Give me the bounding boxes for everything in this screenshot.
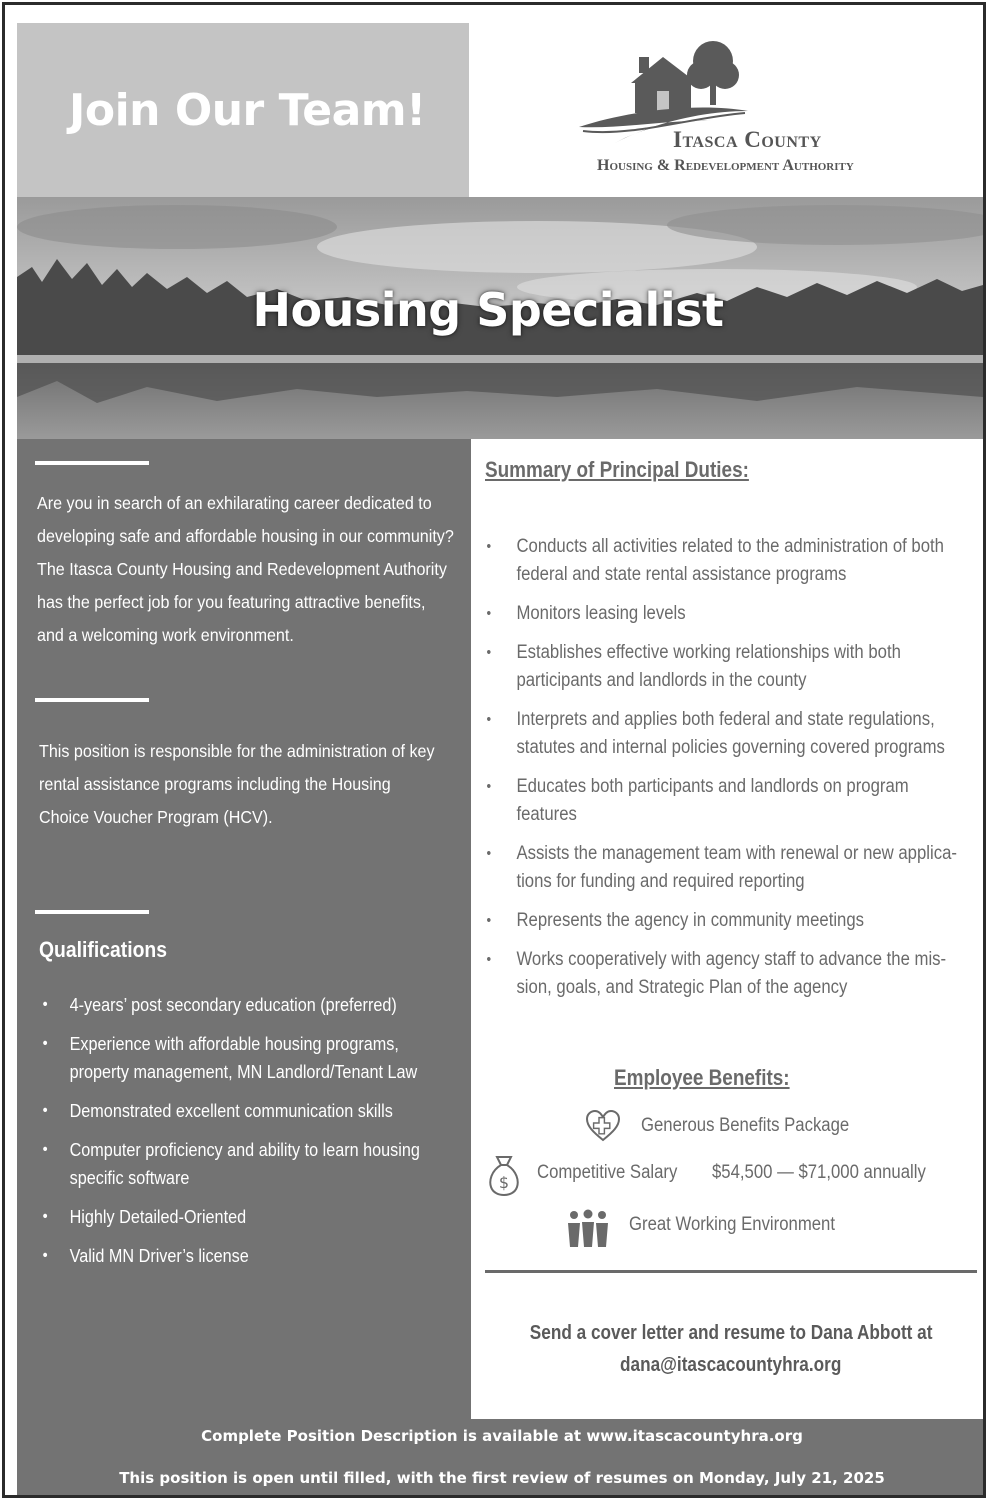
divider-line — [485, 1270, 977, 1273]
list-item: • Computer proficiency and ability to learn housing specific software — [39, 1136, 453, 1192]
responsibility-paragraph: This position is responsible for the administration of key rental assistance programs including the Housing Choice Voucher Program (HCV). — [39, 741, 435, 827]
divider-bar — [35, 461, 149, 465]
duties-list — [483, 533, 958, 1013]
list-item: • Monitors leasing levels — [483, 600, 958, 628]
list-item: • Valid MN Driver’s license — [39, 1242, 453, 1270]
divider-bar — [35, 698, 149, 702]
contact-line: Send a cover letter and resume to Dana Abbott at — [529, 1322, 933, 1344]
contact-email[interactable]: dana@itascacountyhra.org — [620, 1354, 842, 1376]
flyer — [2, 2, 986, 1498]
join-panel — [17, 23, 469, 197]
people-icon — [565, 1209, 611, 1249]
list-item: • 4-years’ post secondary education (preferred) — [39, 991, 453, 1019]
salary-range: $54,500 — $71,000 annually — [712, 1162, 926, 1183]
left-panel — [17, 439, 471, 1419]
list-item: • Interprets and applies both federal and state regulations, statutes and internal policies governing covered programs — [483, 706, 958, 762]
footer-deadline: This position is open until filled, with the first review of resumes on Monday, July 21, 2025 — [119, 1469, 885, 1487]
join-title: Join Our Team! — [69, 85, 426, 136]
duties-title: Summary of Principal Duties: — [485, 457, 749, 482]
svg-text:$: $ — [498, 1173, 510, 1192]
environment-label: Great Working Environment — [629, 1214, 835, 1235]
benefit-package-label: Generous Benefits Package — [641, 1115, 850, 1136]
list-item: • Assists the management team with renewal or new applica-tions for funding and required reporting — [483, 840, 958, 896]
qualifications-list — [39, 991, 453, 1281]
logo-name: Itasca County — [673, 127, 822, 152]
logo-subtitle: Housing & Redevelopment Authority — [597, 157, 854, 174]
money-bag-icon — [487, 1153, 521, 1197]
footer-description-link: Complete Position Description is available at www.itascacountyhra.org — [201, 1427, 803, 1445]
contact-block — [485, 1317, 977, 1381]
footer — [17, 1419, 986, 1498]
lake-banner — [17, 197, 983, 439]
list-item: • Highly Detailed-Oriented — [39, 1203, 453, 1231]
list-item: • Conducts all activities related to the administration of both federal and state rental assistance programs — [483, 533, 958, 589]
list-item: • Works cooperatively with agency staff to advance the mis-sion, goals, and Strategic Plan of the agency — [483, 946, 958, 1002]
salary-label: Competitive Salary — [537, 1162, 678, 1183]
list-item: • Educates both participants and landlords on program features — [483, 773, 958, 829]
intro-paragraph: Are you in search of an exhilarating career dedicated to developing safe and affordable housing in our community? The Itasca County Housing and Redevelopment Authority has the perfect job for you featuring attractive benefits, and a welcoming work environment. — [37, 493, 454, 645]
list-item: • Represents the agency in community meetings — [483, 907, 958, 935]
benefits-title: Employee Benefits: — [614, 1065, 790, 1090]
heart-plus-icon — [585, 1109, 621, 1143]
list-item: • Experience with affordable housing programs, property management, MN Landlord/Tenant Law — [39, 1030, 453, 1086]
qualifications-title: Qualifications — [39, 937, 168, 962]
divider-bar — [35, 910, 149, 914]
itasca-logo — [573, 39, 953, 189]
list-item: • Demonstrated excellent communication skills — [39, 1097, 453, 1125]
job-title: Housing Specialist — [252, 283, 724, 337]
list-item: • Establishes effective working relationships with both participants and landlords in the county — [483, 639, 958, 695]
